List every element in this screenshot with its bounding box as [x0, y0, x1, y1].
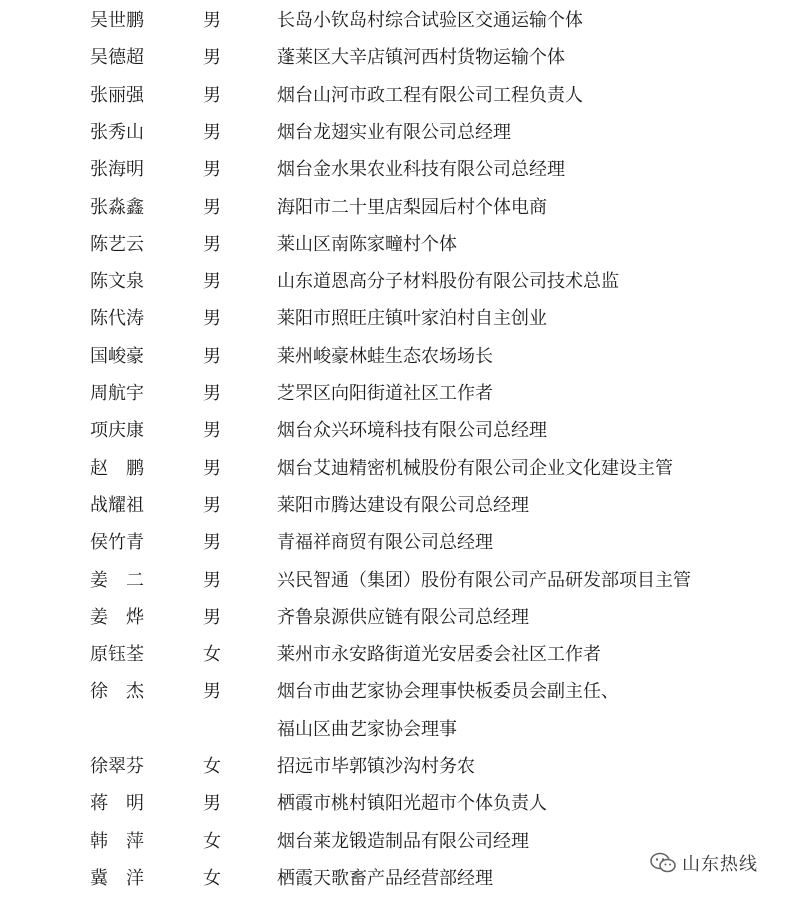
person-gender: 女 [203, 644, 221, 666]
person-name: 姜 二 [90, 569, 144, 591]
person-gender: 男 [203, 420, 221, 442]
person-role: 齐鲁泉源供应链有限公司总经理 [277, 606, 529, 628]
table-row [0, 338, 786, 375]
table-row [0, 599, 786, 636]
person-name: 国峻豪 [90, 345, 144, 367]
person-name: 赵 鹏 [90, 457, 144, 479]
table-row [0, 226, 786, 263]
table-row [0, 39, 786, 76]
person-name: 战耀祖 [90, 494, 144, 516]
table-row [0, 263, 786, 300]
person-role: 烟台龙翅实业有限公司总经理 [277, 121, 511, 143]
person-role: 青福祥商贸有限公司总经理 [277, 532, 493, 554]
person-gender: 男 [203, 569, 221, 591]
table-row [0, 151, 786, 188]
person-gender: 男 [203, 233, 221, 255]
person-gender: 女 [203, 756, 221, 777]
person-name: 侯竹青 [90, 532, 144, 554]
person-role: 莱阳市照旺庄镇叶家泊村自主创业 [277, 308, 547, 330]
person-role: 烟台金水果农业科技有限公司总经理 [277, 159, 565, 181]
person-role: 栖霞天歌畜产品经营部经理 [277, 867, 493, 889]
person-name: 陈艺云 [90, 233, 144, 255]
person-role: 烟台莱龙锻造制品有限公司经理 [277, 830, 529, 852]
person-name: 张丽强 [90, 84, 144, 106]
person-name: 韩 萍 [90, 830, 144, 852]
person-role: 莱州市永安路街道光安居委会社区工作者 [277, 644, 601, 666]
table-row [0, 673, 786, 710]
person-role: 芝罘区向阳街道社区工作者 [277, 383, 493, 404]
person-role: 蓬莱区大辛店镇河西村货物运输个体 [277, 47, 565, 69]
person-gender: 女 [203, 830, 221, 852]
person-role: 烟台市曲艺家协会理事快板委员会副主任、 [277, 681, 619, 703]
table-row [0, 450, 786, 487]
person-name: 原钰荃 [90, 644, 144, 666]
person-role: 烟台艾迪精密机械股份有限公司企业文化建设主管 [277, 457, 673, 479]
person-name: 吴世鹏 [90, 10, 144, 31]
table-row [0, 114, 786, 151]
person-role: 烟台山河市政工程有限公司工程负责人 [277, 84, 583, 106]
wechat-icon [650, 852, 676, 874]
person-role: 烟台众兴环境科技有限公司总经理 [277, 420, 547, 442]
person-gender: 男 [203, 606, 221, 628]
person-gender: 男 [203, 494, 221, 516]
person-name: 张海明 [90, 159, 144, 181]
person-gender: 男 [203, 308, 221, 330]
table-row [0, 711, 786, 748]
person-gender: 男 [203, 159, 221, 181]
person-role: 莱州峻豪林蛙生态农场场长 [277, 345, 493, 367]
table-row [0, 748, 786, 785]
person-name: 张秀山 [90, 121, 144, 143]
person-gender: 男 [203, 47, 221, 69]
watermark-label: 山东热线 [682, 854, 758, 875]
table-row [0, 2, 786, 39]
person-name: 张淼鑫 [90, 196, 144, 218]
table-row [0, 636, 786, 673]
person-gender: 男 [203, 10, 221, 31]
person-gender: 男 [203, 84, 221, 106]
person-gender: 男 [203, 532, 221, 554]
table-row [0, 375, 786, 412]
table-row [0, 189, 786, 226]
person-name: 周航宇 [90, 383, 144, 404]
table-row [0, 785, 786, 822]
person-role: 莱阳市腾达建设有限公司总经理 [277, 494, 529, 516]
person-role: 长岛小钦岛村综合试验区交通运输个体 [277, 10, 583, 31]
table-row [0, 77, 786, 114]
person-name: 徐 杰 [90, 681, 144, 703]
person-name: 项庆康 [90, 420, 144, 442]
person-name: 蒋 明 [90, 793, 144, 815]
person-gender: 男 [203, 121, 221, 143]
person-name: 陈文泉 [90, 271, 144, 293]
watermark [650, 846, 780, 880]
person-gender: 男 [203, 681, 221, 703]
person-name: 冀 洋 [90, 867, 144, 889]
person-role: 海阳市二十里店梨园后村个体电商 [277, 196, 547, 218]
person-role: 招远市毕郭镇沙沟村务农 [277, 756, 475, 777]
person-name: 吴德超 [90, 47, 144, 69]
person-name: 徐翠芬 [90, 756, 144, 777]
person-role: 山东道恩高分子材料股份有限公司技术总监 [277, 271, 619, 293]
table-row [0, 524, 786, 561]
person-gender: 男 [203, 196, 221, 218]
person-gender: 男 [203, 345, 221, 367]
person-role: 莱山区南陈家疃村个体 [277, 233, 457, 255]
person-name: 陈代涛 [90, 308, 144, 330]
person-role: 兴民智通（集团）股份有限公司产品研发部项目主管 [277, 569, 691, 591]
person-gender: 男 [203, 383, 221, 404]
person-gender: 男 [203, 793, 221, 815]
person-gender: 男 [203, 271, 221, 293]
table-row [0, 562, 786, 599]
person-gender: 女 [203, 867, 221, 889]
person-name: 姜 烨 [90, 606, 144, 628]
table-row [0, 487, 786, 524]
person-role: 栖霞市桃村镇阳光超市个体负责人 [277, 793, 547, 815]
table-row [0, 412, 786, 449]
table-row [0, 300, 786, 337]
person-role: 福山区曲艺家协会理事 [277, 718, 457, 740]
person-gender: 男 [203, 457, 221, 479]
